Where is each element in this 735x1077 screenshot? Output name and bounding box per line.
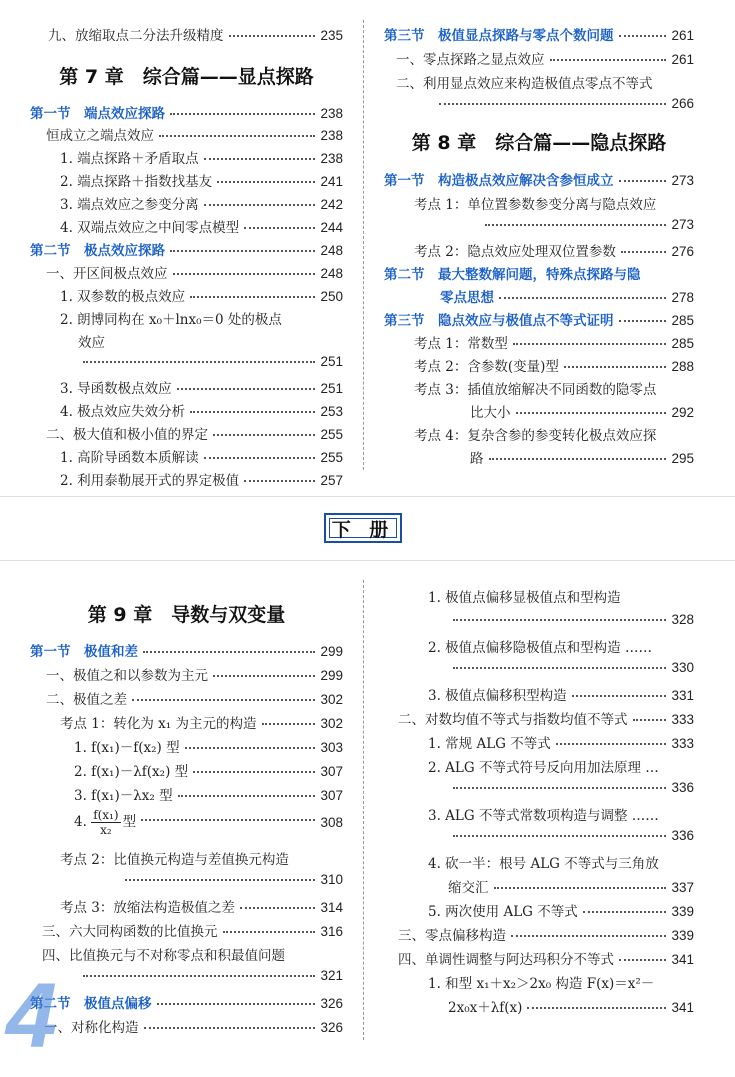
page-number: 238 (320, 106, 343, 121)
toc-entry-line[interactable]: 1. 和型 x₁＋x₂＞2x₀ 构造 F(x)＝x²－ (428, 976, 655, 992)
section-heading[interactable] (30, 640, 343, 660)
entry-title: 路 (470, 451, 484, 467)
toc-entry[interactable] (384, 996, 694, 1016)
entry-title: 三、零点偏移构造 (398, 928, 506, 944)
page-number: 244 (320, 220, 343, 235)
toc-entry[interactable] (30, 688, 343, 708)
page-number: 328 (671, 612, 694, 627)
entry-title: 第三节 隐点效应与极值点不等式证明 (384, 313, 614, 328)
toc-entry-line[interactable]: 3. ALG 不等式常数项构造与调整 …… (428, 808, 659, 824)
section-heading[interactable] (384, 286, 694, 306)
page-number: 336 (671, 780, 694, 795)
toc-entry[interactable] (384, 48, 694, 68)
section-heading[interactable] (384, 169, 694, 189)
page-number: 261 (671, 28, 694, 43)
entry-title: 4. 极点效应失效分析 (60, 404, 186, 420)
entry-title: 2. 利用泰勒展开式的界定极值 (60, 473, 240, 489)
page-number: 242 (320, 197, 343, 212)
volume-label: 下 册 (329, 518, 397, 538)
page-number: 251 (320, 381, 343, 396)
chapter-title: 第 8 章 综合篇——隐点探路 (411, 132, 667, 154)
entry-title: 3. 导函数极点效应 (60, 381, 172, 397)
page-number: 261 (671, 52, 694, 67)
page-number: 341 (671, 952, 694, 967)
toc-entry-line[interactable]: 考点 2：比值换元构造与差值换元构造 (60, 852, 289, 868)
entry-title: 1. 双参数的极点效应 (60, 289, 186, 305)
toc-entry[interactable] (30, 354, 343, 369)
toc-entry-line[interactable]: 2. ALG 不等式符号反向用加法原理 … (428, 760, 659, 776)
toc-entry[interactable] (30, 736, 343, 756)
section-heading[interactable] (30, 239, 343, 259)
page-number: 333 (671, 736, 694, 751)
toc-entry-line[interactable]: 1. 极值点偏移显极值点和型构造 (428, 590, 621, 606)
section-heading-line[interactable]: 第二节 最大整数解问题，特殊点探路与隐 (384, 267, 641, 282)
entry-title: 一、零点探路之显点效应 (396, 52, 545, 68)
page-number: 333 (671, 712, 694, 727)
page-number: 316 (320, 924, 343, 939)
page-number: 303 (320, 740, 343, 755)
page-number: 299 (320, 668, 343, 683)
page-number: 339 (671, 928, 694, 943)
toc-entry-line: 效应 (78, 335, 105, 351)
entry-title: 第一节 极值和差 (30, 644, 138, 659)
page-number: 302 (320, 716, 343, 731)
toc-entry[interactable] (384, 828, 694, 843)
toc-entry[interactable] (384, 780, 694, 795)
page-number: 341 (671, 1000, 694, 1015)
toc-entry-line[interactable]: 2. 朗博同构在 x₀＋lnx₀＝0 处的极点 (60, 312, 282, 328)
page-number: 299 (320, 644, 343, 659)
entry-title: 第一节 构造极点效应解决含参恒成立 (384, 173, 614, 188)
page-number: 255 (320, 450, 343, 465)
toc-entry[interactable] (30, 377, 343, 397)
entry-title: 比大小 (470, 405, 511, 421)
entry-title: 考点 3：放缩法构造极值之差 (60, 900, 235, 916)
column-divider (363, 580, 364, 1040)
toc-entry[interactable] (30, 262, 343, 282)
volume-badge (324, 513, 402, 543)
page-number: 308 (320, 815, 343, 830)
entry-title: 考点 2：含参数(变量)型 (414, 359, 559, 375)
entry-title: 1. 常规 ALG 不等式 (428, 736, 551, 752)
entry-title: 2. f(x₁)－λf(x₂) 型 (74, 764, 189, 780)
toc-entry[interactable] (384, 447, 694, 467)
fraction-denominator: x₂ (100, 823, 112, 837)
toc-entry[interactable] (30, 124, 343, 144)
toc-entry[interactable] (30, 469, 343, 489)
toc-entry[interactable] (30, 446, 343, 466)
entry-title: 一、对称化构造 (44, 1020, 139, 1036)
toc-entry[interactable] (30, 24, 343, 44)
entry-title: 2x₀x＋λf(x) (448, 1000, 523, 1016)
page-number: 273 (671, 217, 694, 232)
page-number: 337 (671, 880, 694, 895)
page-number: 336 (671, 828, 694, 843)
toc-entry[interactable] (384, 684, 694, 704)
toc-entry[interactable] (30, 920, 343, 940)
entry-title: 考点 1：常数型 (414, 336, 508, 352)
page-number: 257 (320, 473, 343, 488)
fraction-numerator: f(x₁) (93, 808, 119, 822)
page-number: 330 (671, 660, 694, 675)
section-heading[interactable] (384, 24, 694, 44)
page-number: 241 (320, 174, 343, 189)
toc-entry-line[interactable]: 4. 砍一半：根号 ALG 不等式与三角放 (428, 856, 659, 872)
entry-title (74, 808, 136, 837)
toc-entry-line[interactable]: 考点 1：单位置参数参变分离与隐点效应 (414, 197, 657, 213)
entry-title: 第三节 极值显点探路与零点个数问题 (384, 28, 614, 43)
entry-title: 第一节 端点效应探路 (30, 106, 165, 121)
toc-entry-line[interactable]: 考点 3：插值放缩解决不同函数的隐零点 (414, 382, 657, 398)
item-number: 4. (74, 814, 87, 830)
page-number: 339 (671, 904, 694, 919)
toc-bottom-right (384, 586, 694, 1046)
page-number: 255 (320, 427, 343, 442)
page-number: 266 (671, 96, 694, 111)
toc-entry[interactable] (384, 660, 694, 675)
entry-title: 二、极值之差 (46, 692, 127, 708)
item-suffix: 型 (122, 814, 137, 830)
toc-entry[interactable] (30, 872, 343, 887)
entry-title: 考点 1：转化为 x₁ 为主元的构造 (60, 716, 257, 732)
entry-title: 3. 极值点偏移积型构造 (428, 688, 567, 704)
toc-entry[interactable] (30, 808, 343, 837)
toc-entry-line[interactable]: 四、比值换元与不对称零点和积最值问题 (42, 948, 285, 964)
entry-title: 一、开区间极点效应 (46, 266, 168, 282)
page-number: 248 (320, 243, 343, 258)
toc-entry[interactable] (30, 1016, 343, 1036)
toc-entry[interactable] (30, 784, 343, 804)
entry-title: 2. 端点探路＋指数找基友 (60, 174, 213, 190)
column-divider (363, 20, 364, 470)
chapter-title: 第 9 章 导数与双变量 (87, 604, 286, 626)
page-number: 278 (671, 290, 694, 305)
toc-entry[interactable] (384, 948, 694, 968)
entry-title: 3. 端点效应之参变分离 (60, 197, 199, 213)
toc-entry-line[interactable]: 2. 极值点偏移隐极值点和型构造 …… (428, 640, 652, 656)
toc-entry[interactable] (30, 664, 343, 684)
entry-title: 考点 2：隐点效应处理双位置参数 (414, 244, 616, 260)
page-number: 310 (320, 872, 343, 887)
page-number: 250 (320, 289, 343, 304)
page-number: 307 (320, 788, 343, 803)
entry-title: 恒成立之端点效应 (46, 128, 154, 144)
toc-entry[interactable] (384, 924, 694, 944)
toc-entry[interactable] (384, 355, 694, 375)
entry-title: 1. f(x₁)－f(x₂) 型 (74, 740, 180, 756)
page-number: 326 (320, 1020, 343, 1035)
page-separator (0, 560, 735, 561)
toc-entry[interactable] (30, 712, 343, 732)
toc-entry[interactable] (30, 193, 343, 213)
entry-title: 4. 双端点效应之中间零点模型 (60, 220, 240, 236)
entry-title: 第二节 极点效应探路 (30, 243, 165, 258)
toc-entry-line[interactable]: 二、利用显点效应来构造极值点零点不等式 (396, 76, 653, 92)
entry-title: 第二节 极值点偏移 (30, 996, 152, 1011)
toc-entry[interactable] (30, 760, 343, 780)
page-number: 292 (671, 405, 694, 420)
toc-entry[interactable] (384, 732, 694, 752)
entry-title: 5. 两次使用 ALG 不等式 (428, 904, 578, 920)
entry-title: 二、极大值和极小值的界定 (46, 427, 208, 443)
toc-entry[interactable] (384, 217, 694, 232)
page-number: 331 (671, 688, 694, 703)
page-number: 238 (320, 128, 343, 143)
page-number: 314 (320, 900, 343, 915)
toc-entry[interactable] (384, 900, 694, 920)
entry-title: 三、六大同构函数的比值换元 (42, 924, 218, 940)
toc-entry[interactable] (384, 96, 694, 111)
page-number: 295 (671, 451, 694, 466)
toc-entry[interactable] (384, 876, 694, 896)
toc-entry[interactable] (30, 216, 343, 236)
toc-entry[interactable] (30, 170, 343, 190)
toc-entry[interactable] (30, 285, 343, 305)
fraction (91, 808, 120, 837)
entry-title: 缩交汇 (448, 880, 489, 896)
decorative-number-4: 4 (6, 965, 58, 1067)
page-number: 285 (671, 336, 694, 351)
toc-entry[interactable] (30, 147, 343, 167)
page-number: 251 (320, 354, 343, 369)
entry-title: 3. f(x₁)－λx₂ 型 (74, 788, 173, 804)
page-number: 238 (320, 151, 343, 166)
section-heading[interactable] (30, 102, 343, 122)
page-separator (0, 496, 735, 497)
page-number: 307 (320, 764, 343, 779)
toc-entry[interactable] (384, 612, 694, 627)
page-number: 273 (671, 173, 694, 188)
entry-title: 二、对数均值不等式与指数均值不等式 (398, 712, 628, 728)
toc-bottom-left (30, 600, 343, 1040)
page-number: 253 (320, 404, 343, 419)
chapter-title: 第 7 章 综合篇——显点探路 (59, 66, 314, 88)
entry-title: 1. 高阶导函数本质解读 (60, 450, 199, 466)
entry-title: 1. 端点探路＋矛盾取点 (60, 151, 199, 167)
section-heading[interactable] (384, 309, 694, 329)
toc-entry-line[interactable]: 考点 4：复杂含参的参变转化极点效应探 (414, 428, 657, 444)
entry-title: 一、极值之和以参数为主元 (46, 668, 208, 684)
page-number: 235 (320, 28, 343, 43)
toc-entry[interactable] (384, 332, 694, 352)
entry-title: 九、放缩取点二分法升级精度 (48, 28, 224, 44)
page-number: 285 (671, 313, 694, 328)
entry-title: 四、单调性调整与阿达玛积分不等式 (398, 952, 614, 968)
section-heading[interactable] (30, 992, 343, 1012)
toc-entry[interactable] (384, 401, 694, 421)
toc-entry[interactable] (30, 896, 343, 916)
page-number: 288 (671, 359, 694, 374)
page-number: 326 (320, 996, 343, 1011)
entry-title: 零点思想 (440, 290, 494, 305)
toc-entry[interactable] (30, 423, 343, 443)
toc-top-left (30, 24, 343, 489)
toc-entry[interactable] (384, 240, 694, 260)
toc-top-right (384, 24, 694, 474)
page-number: 302 (320, 692, 343, 707)
page-number: 248 (320, 266, 343, 281)
toc-entry[interactable] (384, 708, 694, 728)
page-number: 276 (671, 244, 694, 259)
page-number: 321 (320, 968, 343, 983)
toc-entry[interactable] (30, 400, 343, 420)
toc-entry[interactable] (30, 968, 343, 983)
